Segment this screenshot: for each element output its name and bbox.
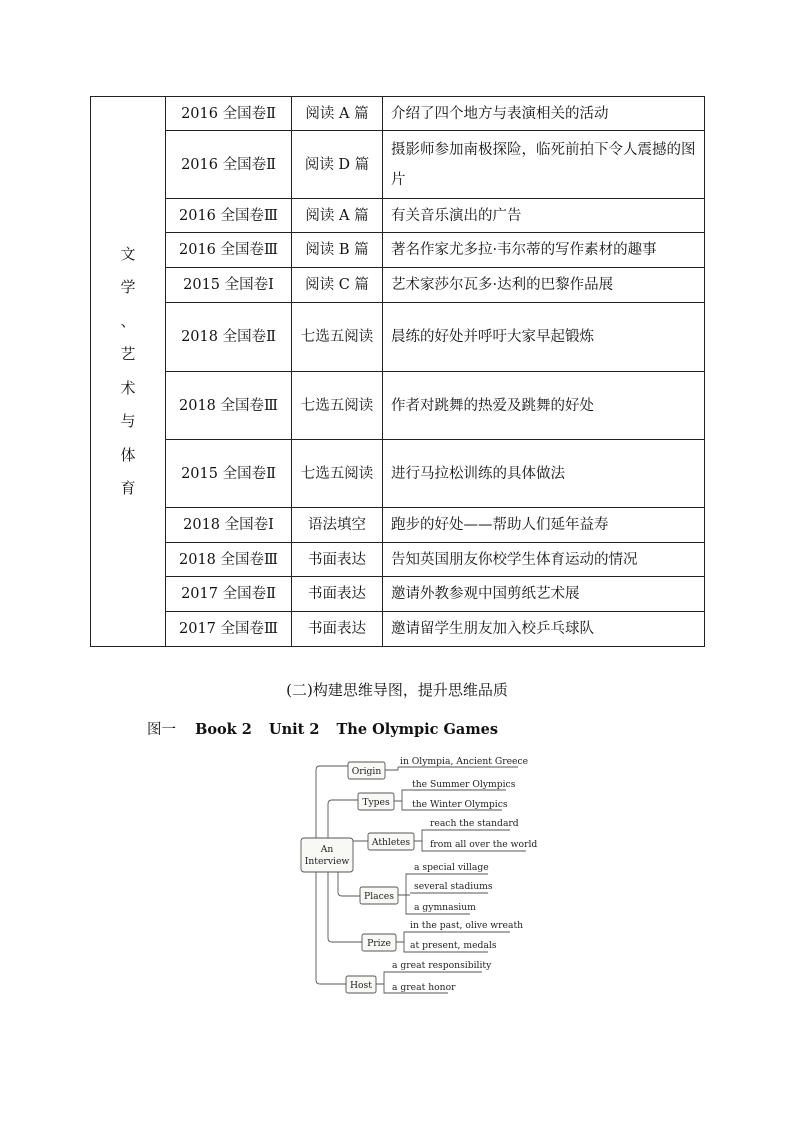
table-row xyxy=(91,233,705,268)
topic-description-cell: 作者对跳舞的热爱及跳舞的好处 xyxy=(383,372,705,440)
leaf-label: at present, medals xyxy=(410,940,497,951)
source-cell: 2018 全国卷Ⅲ xyxy=(166,543,292,577)
topic-description-cell: 艺术家莎尔瓦多·达利的巴黎作品展 xyxy=(383,268,705,303)
leaf-label: in the past, olive wreath xyxy=(410,920,524,931)
leaf-label: several stadiums xyxy=(414,881,493,892)
connector-line xyxy=(396,932,408,952)
leaf-label: a special village xyxy=(414,862,489,873)
leaf-label: in Olympia, Ancient Greece xyxy=(400,756,529,767)
connector-line xyxy=(338,870,360,896)
branch-label: Origin xyxy=(351,766,382,777)
source-cell: 2015 全国卷Ⅱ xyxy=(166,440,292,508)
question-type-cell: 书面表达 xyxy=(292,577,383,612)
table-row xyxy=(91,508,705,543)
category-char: 艺 xyxy=(120,345,136,363)
category-char: 育 xyxy=(120,479,136,497)
table-row xyxy=(91,268,705,303)
table-row xyxy=(91,372,705,440)
leaf-label: a gymnasium xyxy=(414,902,476,913)
section-subtitle: (二)构建思维导图，提升思维品质 xyxy=(286,681,508,699)
question-type-cell: 七选五阅读 xyxy=(292,303,383,372)
table-row xyxy=(91,577,705,612)
root-label-line: An xyxy=(320,844,334,855)
figure-caption xyxy=(147,716,510,744)
topic-description-cell: 摄影师参加南极探险，临死前拍下令人震撼的图片 xyxy=(383,131,705,199)
table-row xyxy=(91,199,705,233)
connector-line xyxy=(376,972,388,993)
source-cell: 2016 全国卷Ⅱ xyxy=(166,97,292,131)
mind-map xyxy=(298,750,538,1000)
leaf-label: reach the standard xyxy=(430,818,519,829)
question-type-cell: 阅读 D 篇 xyxy=(292,131,383,199)
topic-description-cell: 有关音乐演出的广告 xyxy=(383,199,705,233)
root-label-line: Interview xyxy=(304,856,350,867)
topic-description-cell: 告知英国朋友你校学生体育运动的情况 xyxy=(383,543,705,577)
table-row xyxy=(91,303,705,372)
topic-description-cell: 进行马拉松训练的具体做法 xyxy=(383,440,705,508)
table-row xyxy=(91,612,705,647)
connector-line xyxy=(316,766,348,842)
category-char: 体 xyxy=(120,445,136,464)
category-char: 学 xyxy=(120,278,136,296)
branch-label: Prize xyxy=(367,938,391,949)
branch-label: Types xyxy=(362,797,390,808)
branch-label: Places xyxy=(364,891,394,902)
leaf-label: the Summer Olympics xyxy=(412,779,516,790)
table-row xyxy=(91,440,705,508)
source-cell: 2018 全国卷Ⅰ xyxy=(166,508,292,543)
question-type-cell: 阅读 A 篇 xyxy=(292,199,383,233)
question-type-cell: 七选五阅读 xyxy=(292,440,383,508)
source-cell: 2016 全国卷Ⅲ xyxy=(166,199,292,233)
branch-label: Host xyxy=(350,980,372,991)
category-cell xyxy=(91,97,166,647)
question-type-cell: 阅读 C 篇 xyxy=(292,268,383,303)
topic-description-cell: 晨练的好处并呼吁大家早起锻炼 xyxy=(383,303,705,372)
connector-line xyxy=(385,767,398,770)
connector-line xyxy=(394,790,406,810)
table-row xyxy=(91,97,705,131)
leaf-label: from all over the world xyxy=(430,839,538,850)
table-row xyxy=(91,131,705,199)
figure-unit: Unit 2 xyxy=(268,721,320,738)
topic-description-cell: 跑步的好处——帮助人们延年益寿 xyxy=(383,508,705,543)
leaf-label: a great responsibility xyxy=(392,960,492,971)
leaf-label: the Winter Olympics xyxy=(412,799,508,810)
question-type-cell: 书面表达 xyxy=(292,612,383,647)
question-type-cell: 语法填空 xyxy=(292,508,383,543)
connector-line xyxy=(316,870,346,984)
category-label xyxy=(120,238,135,506)
topic-description-cell: 邀请留学生朋友加入校乒乓球队 xyxy=(383,612,705,647)
question-type-cell: 阅读 B 篇 xyxy=(292,233,383,268)
figure-title: The Olympic Games xyxy=(336,721,499,738)
connector-line xyxy=(328,870,362,942)
category-char: 文 xyxy=(120,244,136,263)
connector-line xyxy=(328,800,358,842)
source-cell: 2017 全国卷Ⅲ xyxy=(166,612,292,647)
figure-number: 图一 xyxy=(147,722,176,738)
question-type-cell: 阅读 A 篇 xyxy=(292,97,383,131)
source-cell: 2015 全国卷Ⅰ xyxy=(166,268,292,303)
table-row xyxy=(91,543,705,577)
source-cell: 2017 全国卷Ⅱ xyxy=(166,577,292,612)
question-type-cell: 七选五阅读 xyxy=(292,372,383,440)
topic-description-cell: 介绍了四个地方与表演相关的活动 xyxy=(383,97,705,131)
connector-line xyxy=(414,830,426,851)
connector-line xyxy=(398,874,410,914)
mind-map-diagram xyxy=(298,750,538,1000)
category-char: 与 xyxy=(120,412,136,430)
table-body xyxy=(91,97,705,647)
exam-topic-table xyxy=(90,96,705,647)
leaf-label: a great honor xyxy=(392,982,456,993)
source-cell: 2018 全国卷Ⅲ xyxy=(166,372,292,440)
figure-book: Book 2 xyxy=(195,721,252,738)
question-type-cell: 书面表达 xyxy=(292,543,383,577)
source-cell: 2018 全国卷Ⅱ xyxy=(166,303,292,372)
source-cell: 2016 全国卷Ⅲ xyxy=(166,233,292,268)
topic-description-cell: 邀请外教参观中国剪纸艺术展 xyxy=(383,577,705,612)
category-char: 术 xyxy=(120,378,136,397)
branch-label: Athletes xyxy=(371,837,411,848)
category-char: 、 xyxy=(120,311,136,330)
source-cell: 2016 全国卷Ⅱ xyxy=(166,131,292,199)
topic-description-cell: 著名作家尤多拉·韦尔蒂的写作素材的趣事 xyxy=(383,233,705,268)
